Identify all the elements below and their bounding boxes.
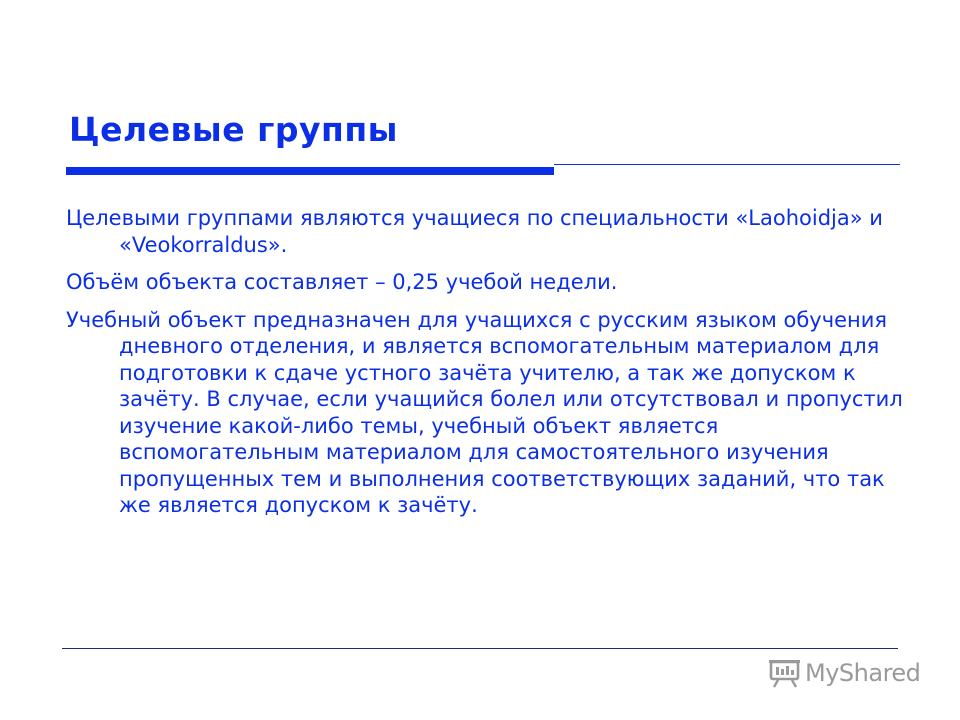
title-underline-thin: [554, 164, 900, 165]
footer-divider: [62, 648, 898, 649]
paragraph-volume: Объём объекта составляет – 0,25 учебой недели.: [66, 270, 618, 294]
myshared-logo: [768, 656, 920, 690]
logo-text: MyShared: [805, 659, 921, 687]
paragraph-target-groups: Целевыми группами являются учащиеся по специальности «Laohoidja» и «Veokorraldus».: [66, 206, 883, 257]
title-underline-thick: [66, 167, 554, 175]
slide-body: [66, 205, 906, 530]
presentation-board-icon: [768, 658, 802, 688]
paragraph-purpose: Учебный объект предназначен для учащихся с русским языком обучения дневного отделения, и является вспомогательным материалом для подготовки к сдаче устного зачёта учителю, а так же допуском к зачёту. В случае, если учащийся болел или отсутствовал и пропустил изучение какой-либо темы, учебный объект является вспомогательным материалом для самостоятельного изучения пропущенных тем и выполнения соответствующих заданий, что так же является допуском к зачёту.: [66, 307, 903, 517]
slide-title: Целевые группы: [69, 110, 398, 149]
